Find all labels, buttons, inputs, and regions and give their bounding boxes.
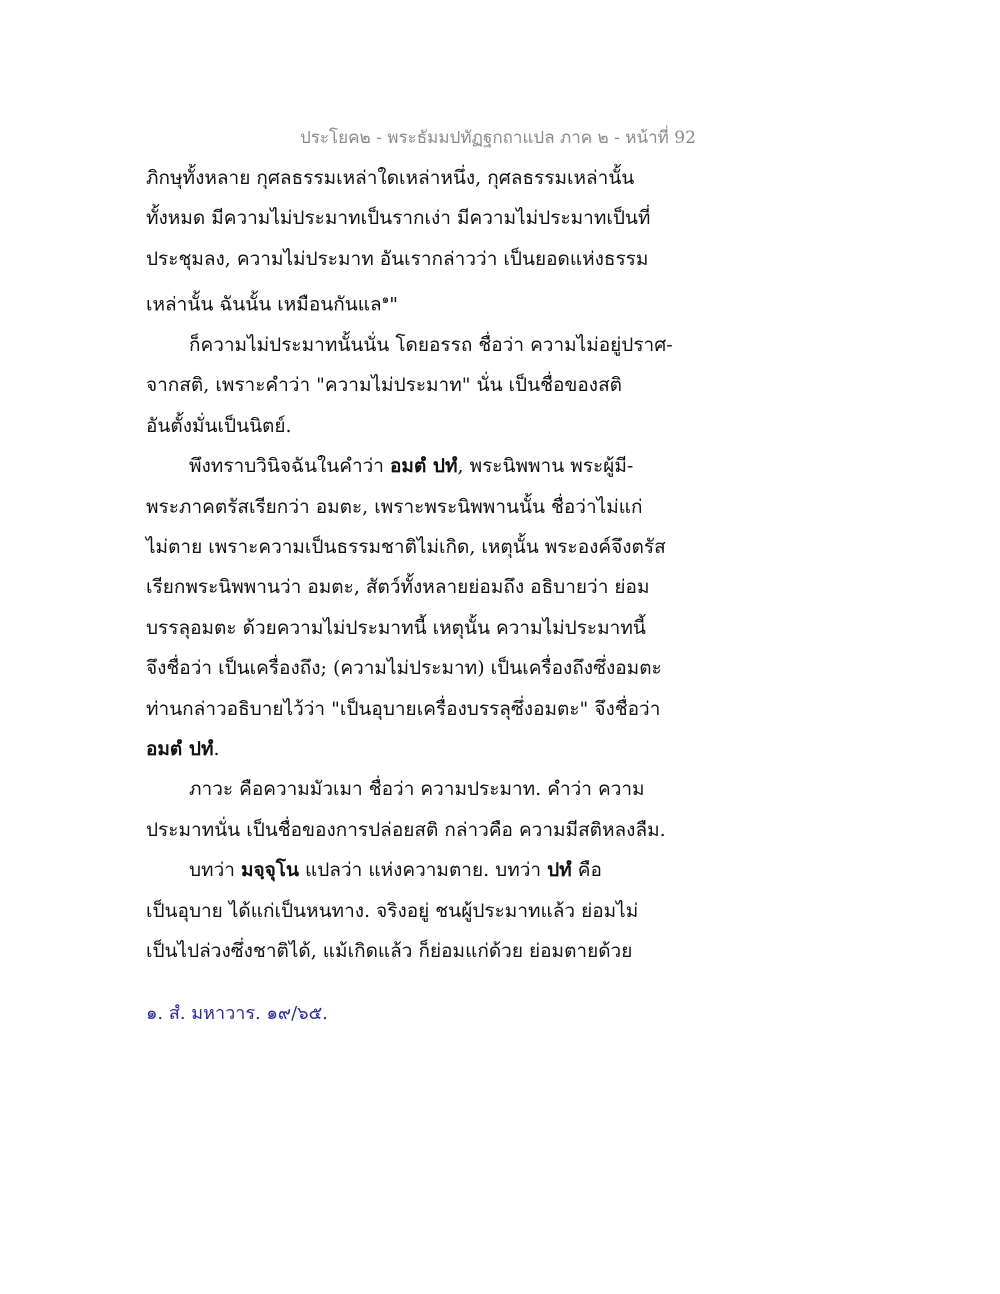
- footnote: ๑. สํ. มหาวาร. ๑๙/๖๕.: [146, 1003, 328, 1024]
- body-text: [146, 158, 686, 971]
- pali-term: อมตํ ปทํ: [146, 738, 214, 761]
- text-line: ไม่ตาย เพราะความเป็นธรรมชาติไม่เกิด, เหตุนั้น พระองค์จึงตรัส: [146, 535, 666, 558]
- text-line: จึงชื่อว่า เป็นเครื่องถึง; (ความไม่ประมาท) เป็นเครื่องถึงซึ่งอมตะ: [146, 657, 662, 680]
- paragraph-5: [146, 850, 686, 971]
- paragraph-3: [146, 446, 686, 769]
- text-line: ภาวะ คือความมัวเมา ชื่อว่า ความประมาท. คำว่า ความ: [189, 778, 645, 801]
- footnote-ref: ๑: [381, 292, 390, 307]
- text-line: เป็นอุบาย ได้แก่เป็นหนทาง. จริงอยู่ ชนผู้ประมาทแล้ว ย่อมไม่: [146, 899, 639, 922]
- pali-term: อมตํ ปทํ: [390, 455, 458, 478]
- text-line: พระภาคตรัสเรียกว่า อมตะ, เพราะพระนิพพานนั้น ชื่อว่าไม่แก่: [146, 495, 643, 518]
- paragraph-2: [146, 325, 686, 446]
- text-line: ก็ความไม่ประมาทนั้นนั่น โดยอรรถ ชื่อว่า ความไม่อยู่ปราศ-: [189, 333, 673, 356]
- text-line: เรียกพระนิพพานว่า อมตะ, สัตว์ทั้งหลายย่อมถึง อธิบายว่า ย่อม: [146, 576, 650, 599]
- text-line: ประชุมลง, ความไม่ประมาท อันเรากล่าวว่า เป็นยอดแห่งธรรม: [146, 247, 649, 270]
- text-line: จากสติ, เพราะคำว่า "ความไม่ประมาท" นั่น เป็นชื่อของสติ: [146, 374, 623, 397]
- paragraph-1: [146, 158, 686, 325]
- text-line: บรรลุอมตะ ด้วยความไม่ประมาทนี้ เหตุนั้น ความไม่ประมาทนี้: [146, 616, 646, 639]
- pali-term: มจฺจุโน: [240, 859, 299, 882]
- running-header: ประโยค๒ - พระธัมมปทัฏฐกถาแปล ภาค ๒ - หน้าที่ 92: [300, 128, 696, 148]
- paragraph-4: [146, 769, 686, 850]
- text-line: เหล่านั้น ฉันนั้น เหมือนกันแล$^๑$": [146, 292, 398, 316]
- pali-term: ปทํ: [547, 859, 572, 882]
- text-line: บทว่า มจฺจุโน แปลว่า แห่งความตาย. บทว่า ปทํ คือ: [189, 859, 602, 882]
- text-line: พึงทราบวินิจฉันในคำว่า อมตํ ปทํ, พระนิพพาน พระผู้มี-: [189, 455, 634, 478]
- text-line: ทั้งหมด มีความไม่ประมาทเป็นรากเง่า มีความไม่ประมาทเป็นที่: [146, 207, 651, 230]
- text-line: ภิกษุทั้งหลาย กุศลธรรมเหล่าใดเหล่าหนึ่ง, กุศลธรรมเหล่านั้น: [146, 167, 635, 189]
- text-line: ประมาทนั่น เป็นชื่อของการปล่อยสติ กล่าวคือ ความมีสติหลงลืม.: [146, 818, 666, 841]
- text-line: อมตํ ปทํ.: [146, 738, 220, 761]
- text-line: ท่านกล่าวอธิบายไว้ว่า "เป็นอุบายเครื่องบรรลุซึ่งอมตะ" จึงชื่อว่า: [146, 697, 661, 720]
- text-line: อันตั้งมั่นเป็นนิตย์.: [146, 414, 292, 437]
- text-line: เป็นไปล่วงซึ่งชาติได้, แม้เกิดแล้ว ก็ย่อมแก่ด้วย ย่อมตายด้วย: [146, 940, 633, 963]
